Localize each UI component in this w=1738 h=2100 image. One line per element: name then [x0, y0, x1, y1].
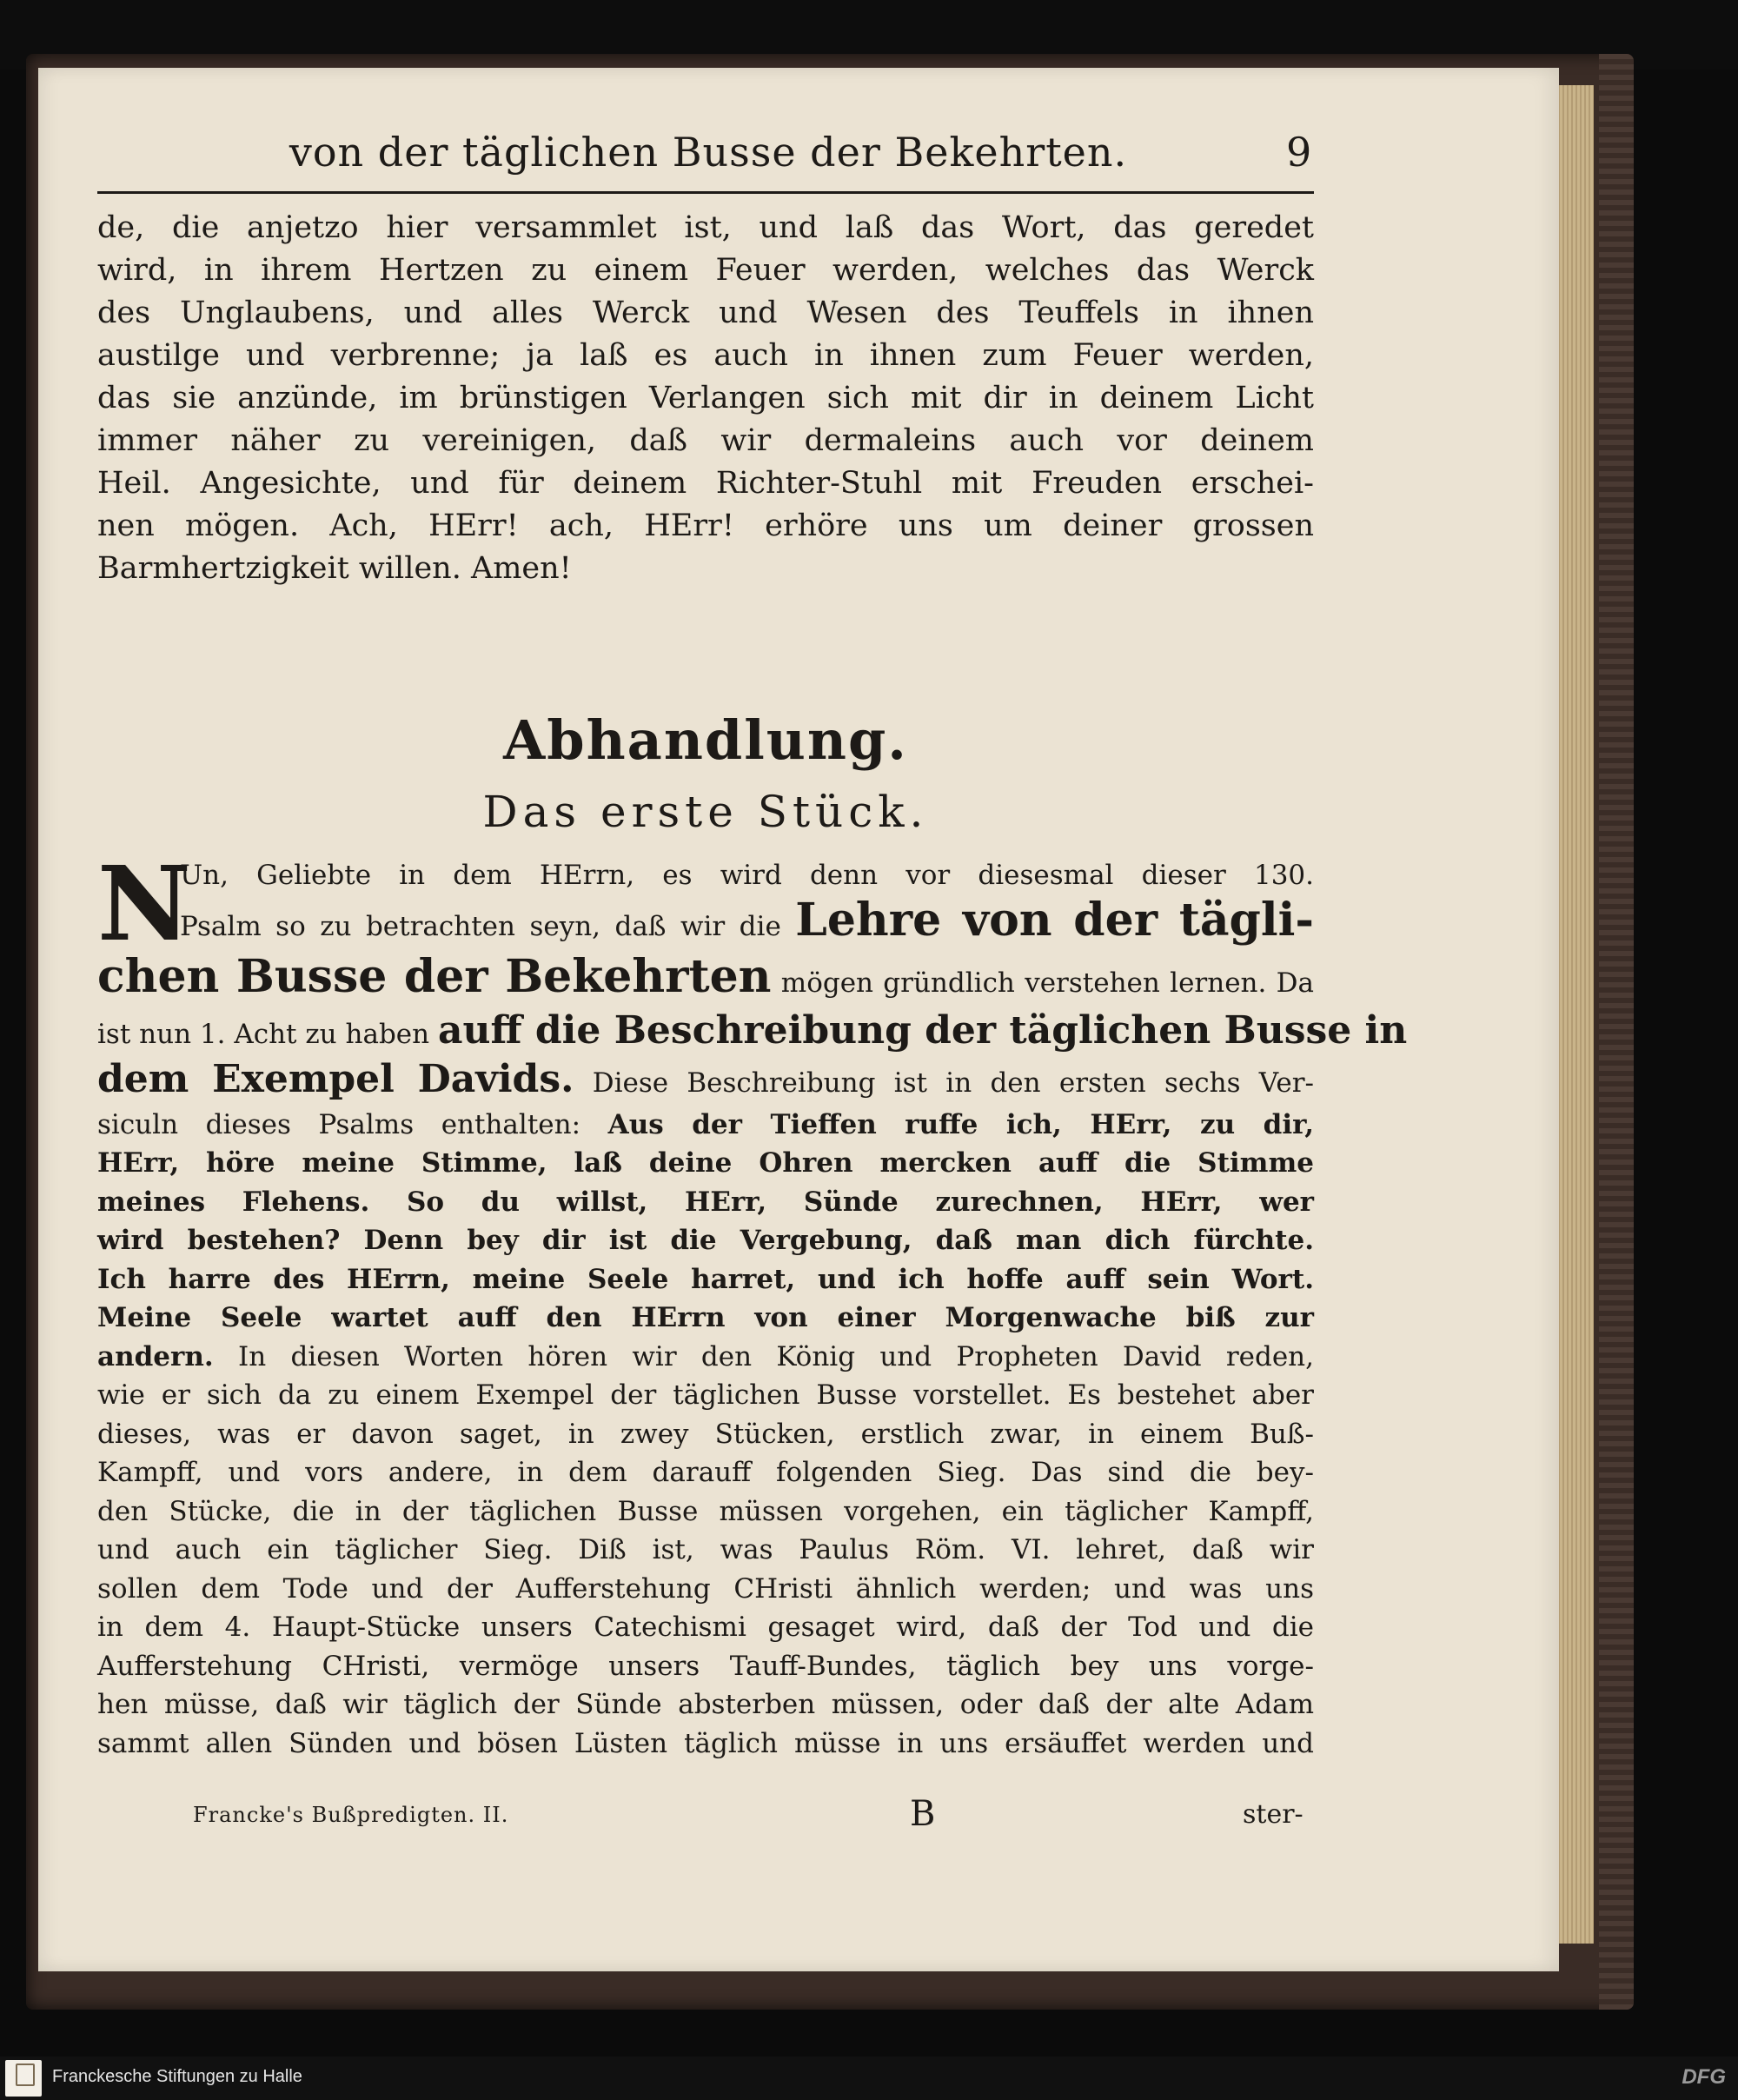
text-line: immer näher zu vereinigen, daß wir dermaleins auch vor deinem	[97, 423, 1314, 458]
page-footer	[97, 1794, 1314, 1838]
institution-credit-link[interactable]: Franckesche Stiftungen zu Halle	[52, 2067, 302, 2086]
header-rule	[97, 191, 1314, 194]
viewer-footer-bar	[0, 2057, 1738, 2100]
quote-line: HErr, höre meine Stimme, laß deine Ohren mercken auff die Stimme	[97, 1147, 1314, 1179]
quote-text: Aus der Tieffen ruffe ich, HErr, zu dir,	[607, 1108, 1314, 1140]
text-line	[97, 1057, 1314, 1106]
text-line: dieses, was er davon saget, in zwey Stücken, erstlich zwar, in einem Buß-	[97, 1418, 1314, 1450]
text-line: austilge und verbrenne; ja laß es auch in ihnen zum Feuer werden,	[97, 338, 1314, 373]
text-line	[97, 949, 1314, 1008]
page-header	[96, 129, 1321, 189]
text-line: nen mögen. Ach, HErr! ach, HErr! erhöre uns um deiner grossen	[97, 508, 1314, 543]
text-line: de, die anjetzo hier versammlet ist, und laß das Wort, das geredet	[97, 210, 1314, 245]
text-line: wird, in ihrem Hertzen zu einem Feuer werden, welches das Werck	[97, 253, 1314, 288]
quote-text: andern.	[97, 1340, 214, 1372]
text-line: in dem 4. Haupt-Stücke unsers Catechismi gesaget wird, daß der Tod und die	[97, 1612, 1314, 1643]
text-line: und auch ein täglicher Sieg. Diß ist, was Paulus Röm. VI. lehret, daß wir	[97, 1534, 1314, 1565]
emphasis-text: chen Busse der Bekehrten	[97, 949, 772, 1003]
sermon-text	[97, 843, 1408, 1763]
text-line: Barmhertzigkeit willen. Amen!	[97, 551, 572, 586]
quote-line: meines Flehens. So du willst, HErr, Sünde zurechnen, HErr, wer	[97, 1186, 1314, 1218]
text-run: siculn dieses Psalms enthalten:	[97, 1108, 581, 1140]
text-run: ist nun 1. Acht zu haben	[97, 1018, 430, 1050]
text-line: hen müsse, daß wir täglich der Sünde absterben müssen, oder daß der alte Adam	[97, 1689, 1314, 1720]
logo-mark-icon	[16, 2063, 35, 2086]
emphasis-text: auff die Beschreibung der täglichen Busse in	[437, 1007, 1408, 1053]
prayer-text	[97, 207, 1314, 590]
text-line: Kampff, und vors andere, in dem darauff folgenden Sieg. Das sind die bey-	[97, 1457, 1314, 1488]
text-line: das sie anzünde, im brünstigen Verlangen sich mit dir in deinem Licht	[97, 381, 1314, 415]
cover-edge	[1599, 54, 1634, 2010]
page-number: 9	[1286, 129, 1312, 176]
text-run: In diesen Worten hören wir den König und Propheten David reden,	[237, 1340, 1314, 1372]
catchword: ster-	[1243, 1799, 1304, 1830]
dfg-logo[interactable]: DFG	[1682, 2065, 1726, 2089]
drop-cap: N	[97, 843, 191, 964]
text-run: mögen gründlich verstehen lernen. Da	[780, 967, 1314, 999]
text-run: Psalm so zu betrachten seyn, daß wir die	[180, 910, 781, 942]
running-title: von der täglichen Busse der Bekehrten.	[289, 129, 1128, 176]
text-line: wie er sich da zu einem Exempel der täglichen Busse vorstellet. Es bestehet aber	[97, 1379, 1314, 1411]
text-line: sollen dem Tode und der Aufferstehung CHristi ähnlich werden; und was uns	[97, 1572, 1314, 1605]
text-line: Aufferstehung CHristi, vermöge unsers Tauff-Bundes, täglich bey uns vorge-	[97, 1650, 1314, 1682]
quote-line: Ich harre des HErrn, meine Seele harret, und ich hoffe auff sein Wort.	[97, 1263, 1314, 1295]
text-line: des Unglaubens, und alles Werck und Wesen des Teuffels in ihnen	[97, 296, 1314, 330]
quote-line: wird bestehen? Denn bey dir ist die Vergebung, daß man dich fürchte.	[97, 1225, 1314, 1256]
text-line	[97, 1007, 1408, 1057]
emphasis-text: dem Exempel Davids.	[97, 1056, 574, 1101]
institution-logo-icon[interactable]	[5, 2060, 42, 2097]
section-heading: Abhandlung.	[503, 708, 908, 772]
signature-line: Francke's Bußpredigten. II.	[193, 1803, 509, 1827]
signature-mark: B	[910, 1794, 936, 1834]
page-edges	[1556, 85, 1594, 1944]
text-line: Un, Geliebte in dem HErrn, es wird denn vor diesesmal dieser 130.	[180, 860, 1314, 891]
text-line	[97, 1338, 1314, 1377]
text-line	[97, 895, 1314, 952]
subsection-heading: Das erste Stück.	[482, 787, 929, 837]
text-line: sammt allen Sünden und bösen Lüsten täglich müsse in uns ersäuffet werden und	[97, 1727, 1314, 1759]
emphasis-text: Lehre von der tägli-	[795, 893, 1314, 947]
quote-line: Meine Seele wartet auff den HErrn von einer Morgenwache biß zur	[97, 1302, 1314, 1333]
text-line: Heil. Angesichte, und für deinem Richter-Stuhl mit Freuden erschei-	[97, 466, 1314, 501]
text-line	[97, 1106, 1314, 1145]
text-run: Diese Beschreibung ist in den ersten sechs Ver-	[592, 1067, 1314, 1099]
text-line: den Stücke, die in der täglichen Busse müssen vorgehen, ein täglicher Kampff,	[97, 1495, 1314, 1527]
